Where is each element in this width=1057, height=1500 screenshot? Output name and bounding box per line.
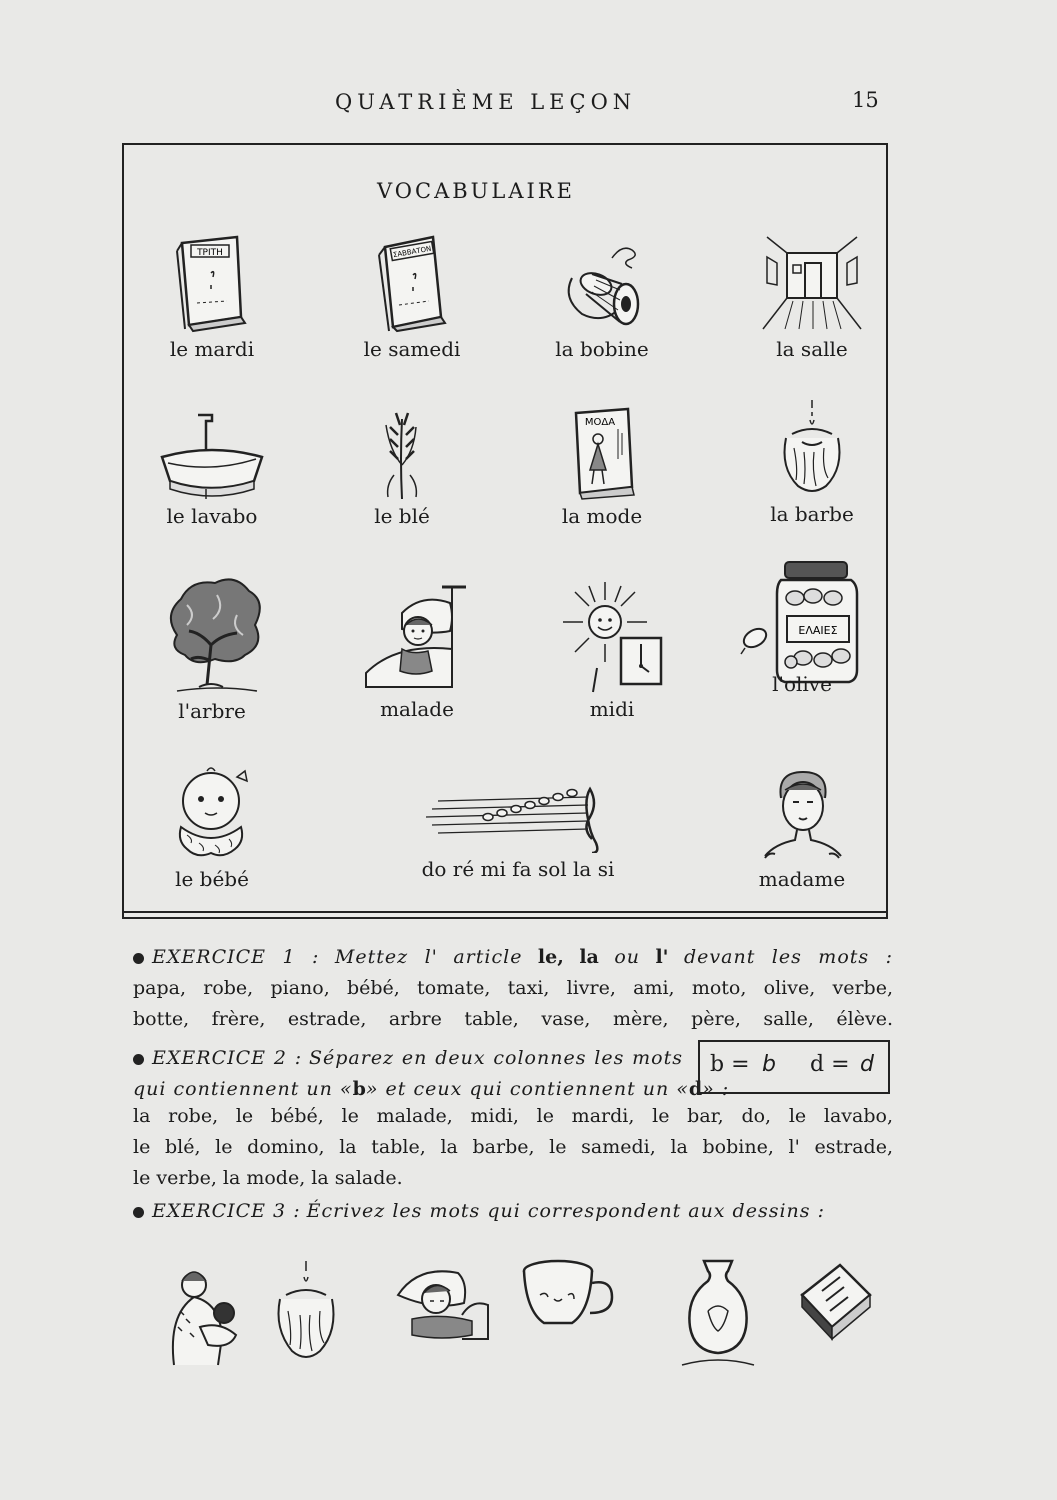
exercise-2-words [133,1101,893,1194]
magazine-title: ΜΟΔΑ [584,417,616,428]
beard-icon [270,1255,350,1370]
book-title: ΣΑΒΒΑΤΟΝ [392,244,432,260]
instruction-text: devant les mots : [683,946,894,968]
vocab-label: la barbe [770,502,854,526]
rule [122,143,888,145]
jar-label: ΕΛΑΙΕΣ [798,624,838,637]
vocabulary-box [122,143,888,920]
vase-icon [678,1255,758,1375]
script-b: b [762,1052,776,1077]
exercise-1 [133,942,893,1035]
rule [122,917,888,919]
book-saturday-icon [367,233,457,333]
vocab-item [722,233,902,361]
exercise-1-words-line: papa, robe, piano, bébé, tomate, taxi, livre, ami, moto, olive, verbe, [133,977,893,999]
vocab-item [512,238,692,361]
vocab-label: l'arbre [178,699,246,723]
print-b: b = [710,1052,750,1077]
vocab-label: le bébé [175,867,249,891]
vocab-label: l'olive [772,672,832,696]
vocab-label: la salle [776,337,848,361]
instruction-text: Mettez l' [334,946,438,968]
vocab-label: la bobine [555,337,649,361]
vocab-label: le samedi [363,337,461,361]
exercise-2-words-line: le verbe, la mode, la salade. [133,1167,403,1189]
vocab-item [122,405,302,528]
book-title: ΤΡΙΤΗ [197,248,223,258]
exercise-2-words-line: le blé, le domino, la table, la barbe, le samedi, la bobine, l' estrade, [133,1136,893,1158]
vocab-item [378,783,658,881]
vocab-label: do ré mi fa sol la si [421,857,615,881]
instruction-text: » : [702,1078,730,1100]
vocab-item [322,233,502,361]
vocab-item [722,398,902,526]
instruction-text: Séparez en deux colonnes les mots [308,1047,683,1069]
sick-child-in-bed-icon [362,583,472,693]
vocab-item [712,768,892,891]
article-la: la [579,946,599,968]
exercise-1-instruction [133,942,893,973]
sick-person-icon [392,1255,492,1370]
wheat-icon [372,405,432,500]
exercise-3-pictures [160,1255,880,1385]
vocab-label: madame [758,867,846,891]
baby-icon [167,763,257,863]
bullet-icon [133,1054,144,1065]
letter-d: d [688,1078,703,1100]
tree-icon [157,575,267,695]
vocab-label: malade [380,697,454,721]
woman-portrait-icon [757,768,847,863]
vocab-label: le blé [374,504,430,528]
music-staff-icon [418,783,618,853]
washbasin-icon [152,405,272,500]
beard-icon [772,398,852,498]
instruction-text: qui contiennent un « [133,1078,353,1100]
vocab-item [712,558,892,696]
script-d: d [860,1052,874,1077]
vocab-item [512,405,692,528]
article-l: l' [655,946,669,968]
print-d: d = [810,1052,850,1077]
vocab-item [122,575,302,723]
instruction-text: ou [614,946,640,968]
exercise-label: EXERCICE 1 : [152,946,320,968]
letter-b: b [352,1078,366,1100]
cup-icon [518,1255,618,1335]
rule [122,911,888,913]
fashion-magazine-icon [562,405,642,500]
page-number: 15 [852,88,879,112]
vocab-item [312,405,492,528]
instruction-text: Écrivez les mots qui correspondent aux dessins : [306,1200,825,1222]
running-title: QUATRIÈME LEÇON [335,90,637,114]
bullet-icon [133,953,144,964]
vocab-label: midi [589,697,635,721]
vocab-item [522,578,702,721]
vocab-item [327,583,507,721]
exercise-label: EXERCICE 2 : [152,1047,303,1069]
exercise-3 [133,1196,893,1227]
instruction-text: article [453,946,523,968]
instruction-line [133,1043,683,1074]
vocab-label: le mardi [169,337,255,361]
book-tuesday-icon [167,233,257,333]
article-le: le, [537,946,564,968]
letter-form-box [698,1040,890,1094]
bullet-icon [133,1207,144,1218]
vocabulary-title: VOCABULAIRE [377,179,575,203]
instruction-text: » et ceux qui contiennent un « [365,1078,689,1100]
exercise-label: EXERCICE 3 : [152,1200,301,1222]
olive-jar-icon [737,558,867,688]
mother-with-baby-icon [160,1255,250,1370]
room-icon [757,233,867,333]
exercise-2-instruction [133,1043,730,1105]
vocab-label: la mode [561,504,643,528]
vocab-item [122,763,302,891]
thread-spool-icon [552,238,652,333]
exercise-1-words-line: botte, frère, estrade, arbre table, vase, mère, père, salle, élève. [133,1008,893,1030]
vocab-item [122,233,302,361]
exercise-2-words-line: la robe, le bébé, le malade, midi, le mardi, le bar, do, le lavabo, [133,1105,893,1127]
sun-and-clock-icon [557,578,667,693]
book-icon [796,1255,876,1355]
vocab-label: le lavabo [166,504,258,528]
